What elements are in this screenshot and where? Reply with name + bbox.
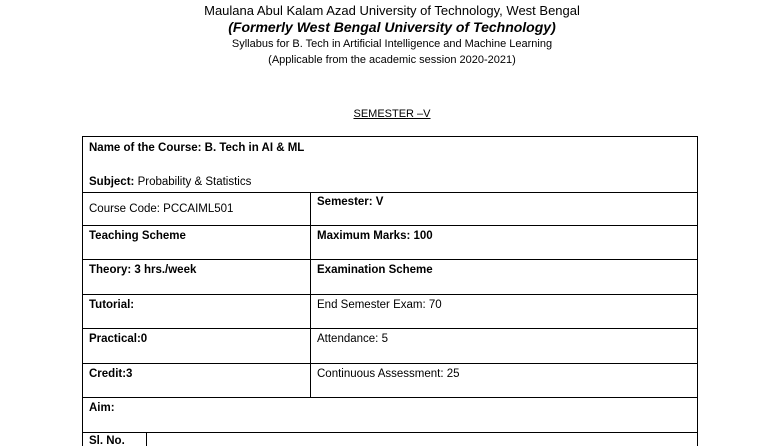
- maximum-marks: Maximum Marks: 100: [317, 230, 433, 242]
- university-name: Maulana Abul Kalam Azad University of Technology, West Bengal: [204, 3, 580, 18]
- course-code: Course Code: PCCAIML501: [89, 203, 234, 215]
- theory-hours: Theory: 3 hrs./week: [89, 264, 197, 276]
- tutorial: Tutorial:: [89, 299, 135, 311]
- table-border-left: [82, 136, 83, 446]
- syllabus-title: Syllabus for B. Tech in Artificial Intelligence and Machine Learning: [231, 38, 553, 50]
- examination-scheme: Examination Scheme: [317, 264, 433, 276]
- row-divider: [82, 294, 698, 295]
- row-divider: [82, 432, 698, 433]
- row-divider: [82, 259, 698, 260]
- formerly-name: (Formerly West Bengal University of Technology): [228, 19, 556, 35]
- course-table: [82, 136, 698, 446]
- credit: Credit:3: [89, 368, 133, 380]
- end-semester-exam: End Semester Exam: 70: [317, 299, 442, 311]
- continuous-assessment: Continuous Assessment: 25: [317, 368, 460, 380]
- applicable-session: (Applicable from the academic session 2020-2021): [268, 54, 516, 66]
- column-divider: [310, 192, 311, 397]
- aim: Aim:: [89, 402, 115, 414]
- row-divider: [82, 363, 698, 364]
- course-name: Name of the Course: B. Tech in AI & ML: [89, 142, 305, 154]
- semester-value: Semester: V: [317, 196, 384, 208]
- attendance: Attendance: 5: [317, 333, 388, 345]
- teaching-scheme: Teaching Scheme: [89, 230, 186, 242]
- row-divider: [82, 328, 698, 329]
- column-divider: [146, 432, 147, 446]
- row-divider: [82, 225, 698, 226]
- table-border-right: [697, 136, 698, 446]
- subject: Subject: Probability & Statistics: [89, 176, 252, 188]
- semester-heading: SEMESTER –V: [353, 108, 431, 120]
- row-divider: [82, 192, 698, 193]
- practical: Practical:0: [89, 333, 148, 345]
- sl-no-header: Sl. No.: [89, 435, 125, 447]
- table-border-top: [82, 136, 698, 137]
- row-divider: [82, 397, 698, 398]
